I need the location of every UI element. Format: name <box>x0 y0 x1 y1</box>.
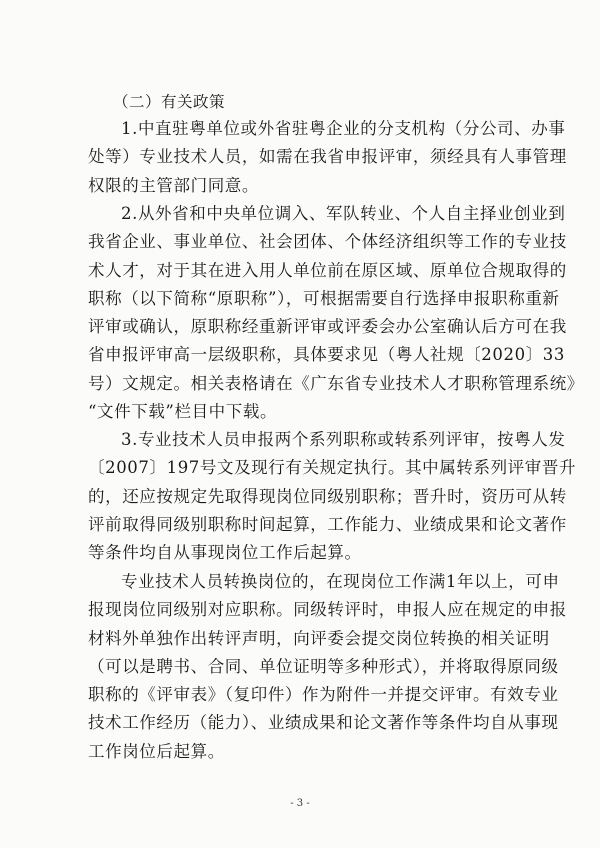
paragraph-line: “文件下载”栏目中下载。 <box>88 402 278 422</box>
page-number: - 3 - <box>290 798 310 809</box>
paragraph-line: 号）文规定。相关表格请在《广东省专业技术人才职称管理系统》 <box>88 373 584 393</box>
paragraph-line: 术人才，对于其在进入用人单位前在原区域、原单位合规取得的 <box>88 260 567 280</box>
paragraph-line: 的，还应按规定先取得现岗位同级别职称；晋升时，资历可从转 <box>88 486 567 506</box>
paragraph-line: 2.从外省和中央单位调入、军队转业、个人自主择业创业到 <box>121 204 566 223</box>
paragraph-line: 3.专业技术人员申报两个系列职称或转系列评审，按粤人发 <box>121 430 566 449</box>
paragraph-4 <box>88 568 567 766</box>
paragraph-line: 权限的主管部门同意。 <box>88 175 259 195</box>
paragraph-line: 工作岗位后起算。 <box>88 741 225 761</box>
paragraph-3 <box>88 426 577 567</box>
paragraph-1 <box>88 115 567 200</box>
paragraph-line: 职称的《评审表》（复印件）作为附件一并提交评审。有效专业 <box>88 685 559 705</box>
paragraph-2 <box>88 200 584 426</box>
paragraph-line: 职称（以下简称“原职称”），可根据需要自行选择申报职称重新 <box>88 288 560 308</box>
paragraph-line: 等条件均自从事现岗位工作后起算。 <box>88 543 362 563</box>
section-heading: （二）有关政策 <box>113 93 226 111</box>
paragraph-line: 〔2007〕197号文及现行有关规定执行。其中属转系列评审晋升 <box>88 458 577 478</box>
paragraph-line: 评前取得同级别职称时间起算，工作能力、业绩成果和论文著作 <box>88 514 567 534</box>
paragraph-line: 1.中直驻粤单位或外省驻粤企业的分支机构（分公司、办事 <box>121 119 566 138</box>
paragraph-line: 材料外单独作出转评声明，向评委会提交岗位转换的相关证明 <box>88 628 550 648</box>
paragraph-line: 报现岗位同级别对应职称。同级转评时，申报人应在规定的申报 <box>88 600 567 620</box>
paragraph-line: 我省企业、事业单位、社会团体、个体经济组织等工作的专业技 <box>88 232 567 252</box>
paragraph-line: 技术工作经历（能力）、业绩成果和论文著作等条件均自从事现 <box>88 713 559 733</box>
paragraph-line: 省申报评审高一层级职称，具体要求见（粤人社规〔2020〕33 <box>88 345 565 365</box>
paragraph-line: 专业技术人员转换岗位的，在现岗位工作满1年以上，可申 <box>121 572 560 591</box>
paragraph-line: 处等）专业技术人员，如需在我省申报评审，须经具有人事管理 <box>88 147 567 167</box>
paragraph-line: 评审或确认，原职称经重新评审或评委会办公室确认后方可在我 <box>88 317 567 337</box>
paragraph-line: （可以是聘书、合同、单位证明等多种形式），并将取得原同级 <box>88 656 559 676</box>
